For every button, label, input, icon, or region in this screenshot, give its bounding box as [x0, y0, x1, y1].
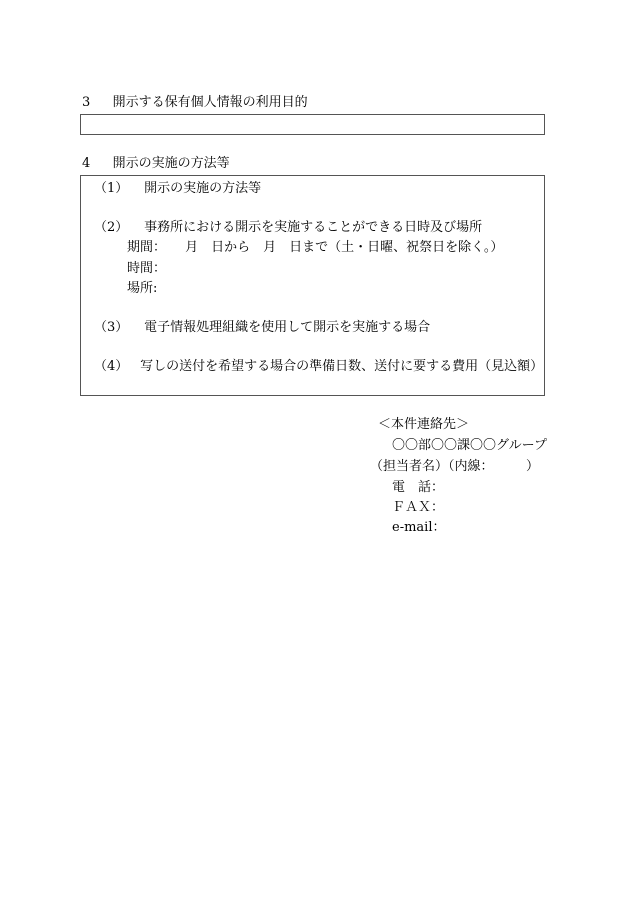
- period-row: [127, 241, 503, 254]
- contact-person: （担当者名）（内線： ）: [370, 459, 540, 474]
- period-value: 月 日から 月 日まで（土・日曜、祝祭日を除く。）: [185, 240, 504, 255]
- section-4-heading: [82, 157, 230, 170]
- method-item-2: [94, 221, 482, 234]
- contact-fax: ＦＡＸ：: [392, 500, 445, 515]
- contact-phone: 電 話：: [392, 480, 445, 495]
- method-item-4: [94, 360, 543, 373]
- method-item-3-text: 電子情報処理組織を使用して開示を実施する場合: [144, 320, 431, 335]
- time-label: 時間：: [127, 261, 167, 276]
- method-item-4-text: 写しの送付を希望する場合の準備日数、送付に要する費用（見込額）: [140, 359, 544, 374]
- place-label: 場所:: [127, 281, 158, 296]
- contact-heading: ＜本件連絡先＞: [378, 417, 470, 432]
- section-3-number: 3: [82, 95, 91, 110]
- place-row: [127, 282, 157, 295]
- method-item-1-text: 開示の実施の方法等: [144, 181, 262, 196]
- method-item-3-number: （3）: [94, 320, 129, 335]
- method-item-4-number: （4）: [94, 359, 129, 374]
- method-item-3: [94, 321, 430, 334]
- time-row: [127, 262, 166, 275]
- method-item-2-number: （2）: [94, 220, 129, 235]
- section-3-heading: [82, 96, 308, 109]
- period-label: 期間：: [127, 240, 167, 255]
- contact-email: e-mail：: [392, 520, 446, 535]
- method-item-1-number: （1）: [94, 181, 129, 196]
- purpose-box: [80, 114, 545, 135]
- section-4-title: 開示の実施の方法等: [112, 156, 230, 171]
- section-4-number: 4: [82, 156, 91, 171]
- contact-department: 〇〇部〇〇課〇〇グループ: [392, 438, 547, 453]
- method-item-2-text: 事務所における開示を実施することができる日時及び場所: [144, 220, 483, 235]
- method-item-1: [94, 182, 261, 195]
- method-box: [80, 175, 545, 396]
- section-3-title: 開示する保有個人情報の利用目的: [112, 95, 308, 110]
